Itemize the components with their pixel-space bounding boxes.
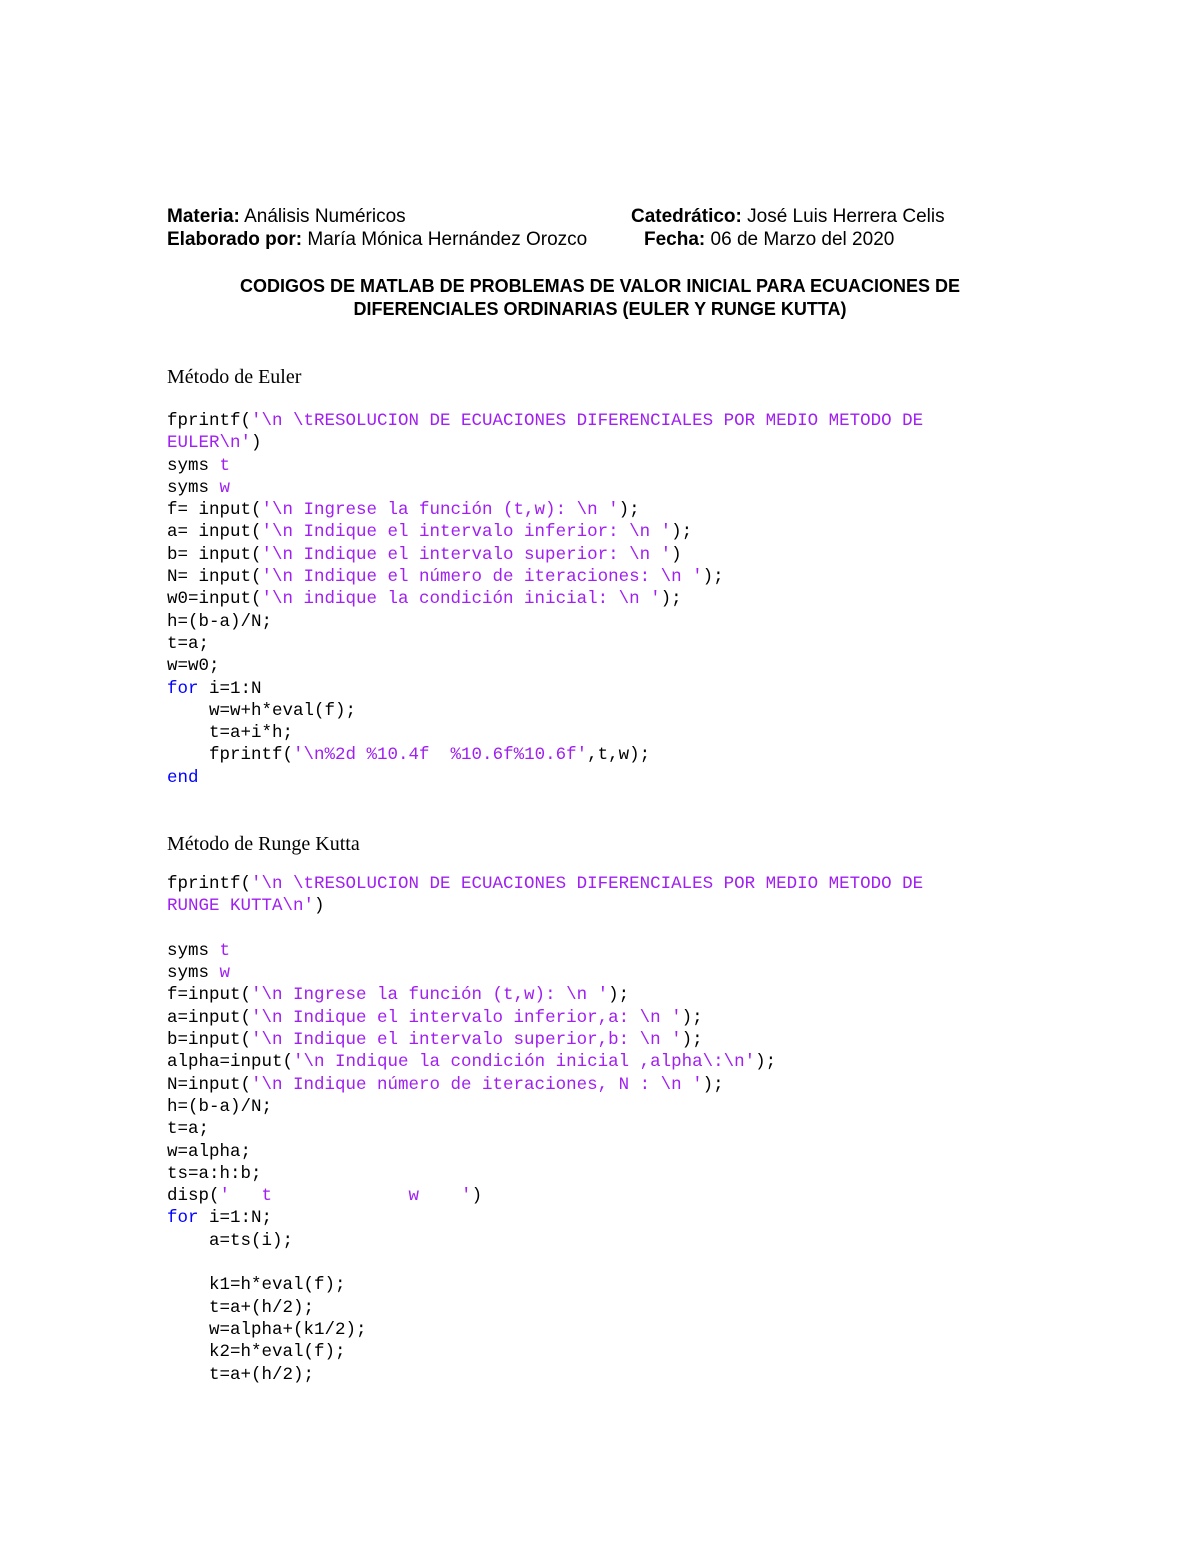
- document-title-line-1: CODIGOS DE MATLAB DE PROBLEMAS DE VALOR INICIAL PARA ECUACIONES DE: [239, 276, 961, 296]
- code-text: syms: [167, 963, 220, 984]
- code-text: );: [681, 1007, 703, 1028]
- code-string: w: [219, 477, 231, 498]
- code-string: '\n Indique el intervalo superior: \n ': [261, 544, 672, 565]
- code-line: [167, 455, 923, 477]
- code-text: h=(b-a)/N;: [167, 611, 273, 632]
- code-line: [167, 477, 923, 499]
- code-keyword: end: [167, 767, 199, 788]
- code-keyword: for: [167, 678, 199, 699]
- code-line: [167, 1096, 923, 1118]
- code-text: k2=h*eval(f);: [167, 1342, 346, 1363]
- code-text: );: [702, 567, 724, 588]
- header-row-2-right: [644, 228, 894, 252]
- code-text: t=a+(h/2);: [167, 1297, 315, 1318]
- code-line: [167, 873, 923, 895]
- code-line: [167, 1141, 923, 1163]
- code-line: [167, 1118, 923, 1140]
- code-line: [167, 1297, 923, 1319]
- code-string: '\n%2d %10.4f %10.6f%10.6f': [293, 745, 588, 766]
- code-line: [167, 895, 923, 917]
- code-text: w=alpha;: [167, 1141, 252, 1162]
- code-text: h=(b-a)/N;: [167, 1096, 273, 1117]
- code-line: [167, 1051, 923, 1073]
- code-line: [167, 544, 923, 566]
- code-text: );: [618, 500, 640, 521]
- code-string: '\n Indique número de iteraciones, N : \n ': [251, 1074, 703, 1095]
- code-string: w: [219, 963, 231, 984]
- catedratico-value: José Luis Herrera Celis: [741, 206, 945, 227]
- code-text: t=a+i*h;: [167, 723, 294, 744]
- code-text: a=ts(i);: [167, 1230, 294, 1251]
- header-row-1-right: [631, 205, 945, 229]
- code-text: );: [702, 1074, 724, 1095]
- code-line: [167, 633, 923, 655]
- materia-label: Materia:: [167, 206, 240, 227]
- code-string: t: [219, 455, 231, 476]
- code-line: [167, 432, 923, 454]
- elaborado-label: Elaborado por:: [167, 229, 303, 250]
- code-text: );: [608, 985, 630, 1006]
- code-string: '\n Ingrese la función (t,w): \n ': [261, 500, 619, 521]
- code-text: w=alpha+(k1/2);: [167, 1319, 367, 1340]
- code-string: RUNGE KUTTA\n': [167, 896, 315, 917]
- code-line: [167, 1319, 923, 1341]
- code-text: N=input(: [167, 1074, 252, 1095]
- code-text: ): [471, 1186, 483, 1207]
- section-heading-euler: Método de Euler: [167, 366, 302, 388]
- code-text: f=input(: [167, 985, 252, 1006]
- code-string: EULER\n': [167, 433, 252, 454]
- code-line: [167, 984, 923, 1006]
- header-row-2: [167, 228, 587, 252]
- code-string: '\n Indique el intervalo inferior: \n ': [261, 522, 672, 543]
- document-title-line-2: DIFERENCIALES ORDINARIAS (EULER Y RUNGE KUTTA): [353, 299, 847, 319]
- code-text: );: [681, 1030, 703, 1051]
- code-line: [167, 1274, 923, 1296]
- code-text: syms: [167, 940, 220, 961]
- code-text: k1=h*eval(f);: [167, 1275, 346, 1296]
- code-text: fprintf(: [167, 745, 294, 766]
- code-line: [167, 588, 923, 610]
- code-text: syms: [167, 477, 220, 498]
- code-line: [167, 1207, 923, 1229]
- code-line: [167, 940, 923, 962]
- code-text: N= input(: [167, 567, 262, 588]
- code-text: ,t,w);: [587, 745, 651, 766]
- code-keyword: for: [167, 1208, 199, 1229]
- code-string: '\n \tRESOLUCION DE ECUACIONES DIFERENCIALES POR MEDIO METODO DE: [251, 411, 924, 431]
- code-line: [167, 1163, 923, 1185]
- code-line: [167, 655, 923, 677]
- code-text: ): [671, 544, 682, 565]
- code-line: [167, 678, 923, 700]
- code-text: w0=input(: [167, 589, 262, 610]
- code-text: f= input(: [167, 500, 262, 521]
- code-text: t=a;: [167, 633, 210, 654]
- code-text: fprintf(: [167, 874, 252, 894]
- code-line: [167, 1341, 923, 1363]
- fecha-value: 06 de Marzo del 2020: [705, 229, 895, 250]
- code-line: [167, 1364, 923, 1386]
- code-line: [167, 1252, 923, 1274]
- code-string: '\n Indique el intervalo superior,b: \n ': [251, 1030, 682, 1051]
- code-text: b= input(: [167, 544, 262, 565]
- code-text: syms: [167, 455, 220, 476]
- code-line: [167, 744, 923, 766]
- code-line: [167, 410, 923, 432]
- code-line: [167, 1029, 923, 1051]
- code-line: [167, 611, 923, 633]
- code-line: [167, 566, 923, 588]
- code-line: [167, 1230, 923, 1252]
- code-text: i=1:N;: [198, 1208, 273, 1229]
- code-line: [167, 700, 923, 722]
- code-line: [167, 1074, 923, 1096]
- code-line: [167, 521, 923, 543]
- code-string: '\n \tRESOLUCION DE ECUACIONES DIFERENCIALES POR MEDIO METODO DE: [251, 874, 924, 894]
- code-text: a=input(: [167, 1007, 252, 1028]
- code-block-euler: [167, 410, 923, 789]
- code-text: ts=a:h:b;: [167, 1163, 262, 1184]
- code-text: t=a;: [167, 1119, 210, 1140]
- code-text: t=a+(h/2);: [167, 1364, 315, 1385]
- code-line: [167, 1007, 923, 1029]
- code-text: fprintf(: [167, 411, 252, 431]
- code-string: '\n Indique el número de iteraciones: \n ': [261, 567, 703, 588]
- code-text: ): [251, 433, 262, 454]
- code-string: '\n indique la condición inicial: \n ': [261, 589, 661, 610]
- code-line: [167, 722, 923, 744]
- code-text: i=1:N: [198, 678, 262, 699]
- code-text: b=input(: [167, 1030, 252, 1051]
- code-line: [167, 767, 923, 789]
- header-row-1: [167, 205, 406, 229]
- code-line: [167, 962, 923, 984]
- section-heading-runge-kutta: Método de Runge Kutta: [167, 833, 360, 855]
- code-line: [167, 499, 923, 521]
- fecha-label: Fecha:: [644, 229, 706, 250]
- materia-value: Análisis Numéricos: [239, 206, 406, 227]
- code-text: );: [671, 522, 693, 543]
- code-string: '\n Ingrese la función (t,w): \n ': [251, 985, 609, 1006]
- code-text: );: [660, 589, 682, 610]
- code-line: [167, 1185, 923, 1207]
- code-text: a= input(: [167, 522, 262, 543]
- code-line: [167, 918, 923, 940]
- code-string: '\n Indique el intervalo inferior,a: \n ': [251, 1007, 682, 1028]
- code-text: );: [755, 1052, 777, 1073]
- code-text: alpha=input(: [167, 1052, 294, 1073]
- code-text: w=w+h*eval(f);: [167, 700, 357, 721]
- code-string: t: [219, 940, 231, 961]
- code-string: '\n Indique la condición inicial ,alpha\:\n': [293, 1052, 756, 1073]
- catedratico-label: Catedrático:: [631, 206, 742, 227]
- code-block-runge-kutta: [167, 873, 923, 1386]
- code-string: ' t w ': [219, 1186, 472, 1207]
- code-text: w=w0;: [167, 656, 220, 677]
- code-text: ): [314, 896, 325, 917]
- code-text: disp(: [167, 1186, 220, 1207]
- elaborado-value: María Mónica Hernández Orozco: [302, 229, 588, 250]
